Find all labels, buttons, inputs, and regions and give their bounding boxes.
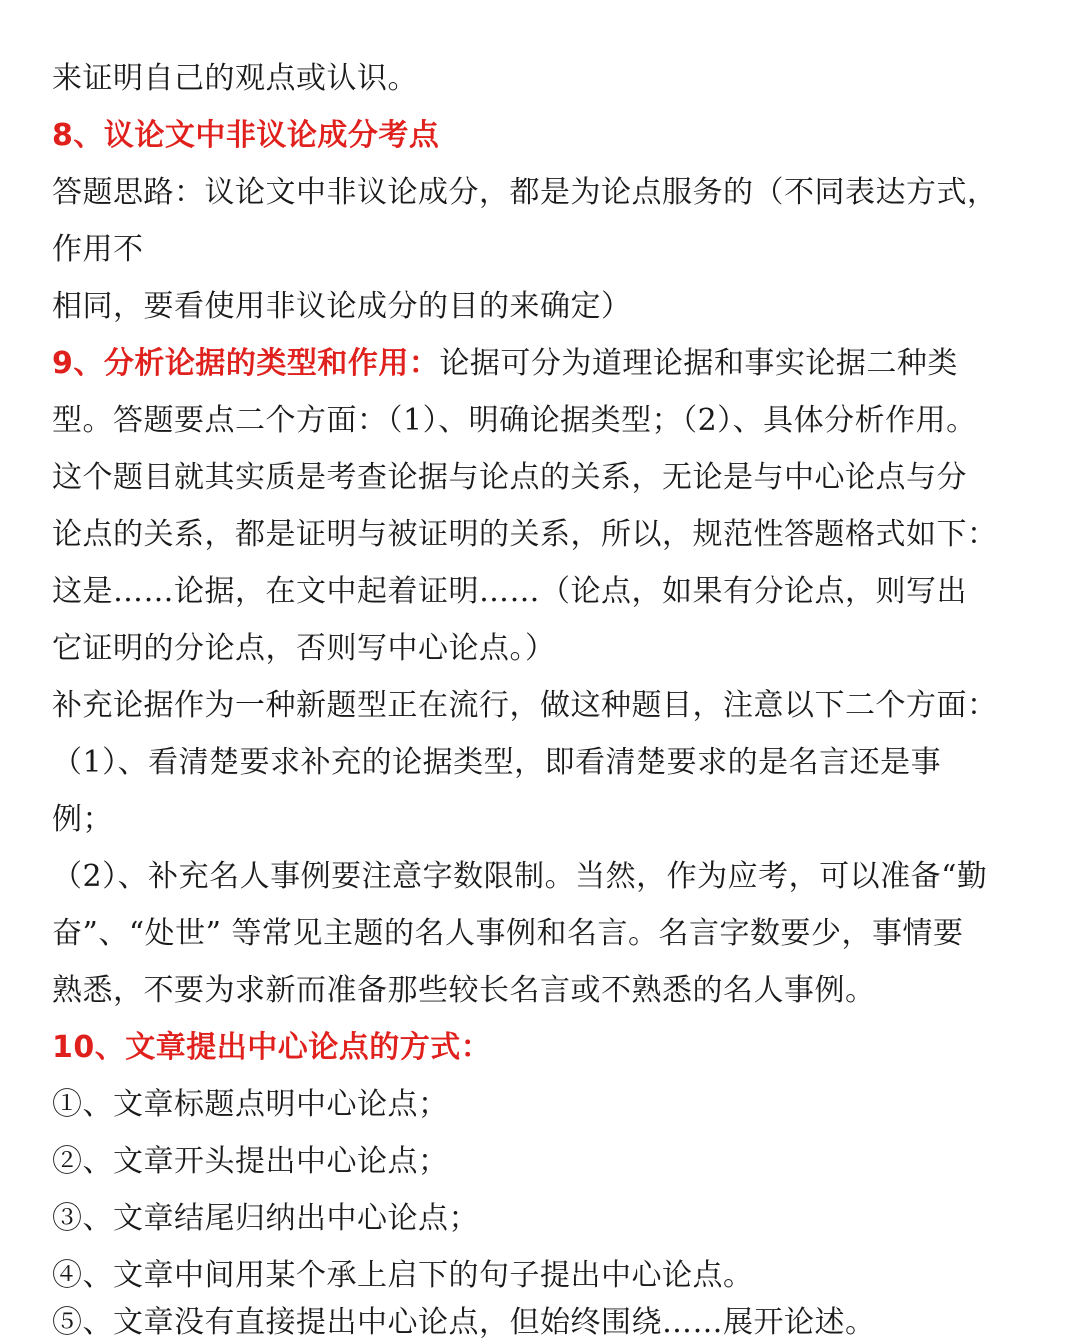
list-item: ②、文章开头提出中心论点； bbox=[52, 1144, 449, 1179]
text-line: 这是……论据，在文中起着证明……（论点，如果有分论点，则写出 bbox=[52, 574, 967, 609]
text-line: 这个题目就其实质是考查论据与论点的关系，无论是与中心论点与分 bbox=[52, 460, 967, 495]
list-item: ④、文章中间用某个承上启下的句子提出中心论点。 bbox=[52, 1258, 754, 1293]
section-heading-9: 9、分析论据的类型和作用：论据可分为道理论据和事实论据二种类 bbox=[52, 346, 958, 381]
text-line: 型。答题要点二个方面：（1）、明确论据类型；（2）、具体分析作用。 bbox=[52, 403, 977, 438]
text-line: 熟悉，不要为求新而准备那些较长名言或不熟悉的名人事例。 bbox=[52, 973, 876, 1008]
text-line: 相同，要看使用非议论成分的目的来确定） bbox=[52, 289, 632, 324]
text-line: 补充论据作为一种新题型正在流行，做这种题目，注意以下二个方面： bbox=[52, 688, 998, 723]
list-item: ③、文章结尾归纳出中心论点； bbox=[52, 1201, 479, 1236]
text-line: 奋”、“处世” 等常见主题的名人事例和名言。名言字数要少，事情要 bbox=[52, 916, 964, 951]
text-line: 例； bbox=[52, 802, 113, 837]
text-line: （1）、看清楚要求补充的论据类型，即看清楚要求的是名言还是事 bbox=[52, 745, 942, 780]
text-line: 它证明的分论点，否则写中心论点。） bbox=[52, 631, 556, 666]
text-line: 答题思路：议论文中非议论成分，都是为论点服务的（不同表达方式， bbox=[52, 175, 998, 210]
text-line: 来证明自己的观点或认识。 bbox=[52, 61, 418, 96]
section-heading-8: 8、议论文中非议论成分考点 bbox=[52, 118, 440, 153]
text-line: （2）、补充名人事例要注意字数限制。当然，作为应考，可以准备“勤 bbox=[52, 859, 988, 894]
section-heading-10: 10、文章提出中心论点的方式： bbox=[52, 1030, 492, 1065]
list-item: ⑤、文章没有直接提出中心论点，但始终围绕……展开论述。 bbox=[52, 1305, 876, 1340]
list-item: ①、文章标题点明中心论点； bbox=[52, 1087, 449, 1122]
text-line: 论点的关系，都是证明与被证明的关系，所以，规范性答题格式如下： bbox=[52, 517, 998, 552]
text-line: 作用不 bbox=[52, 232, 144, 267]
